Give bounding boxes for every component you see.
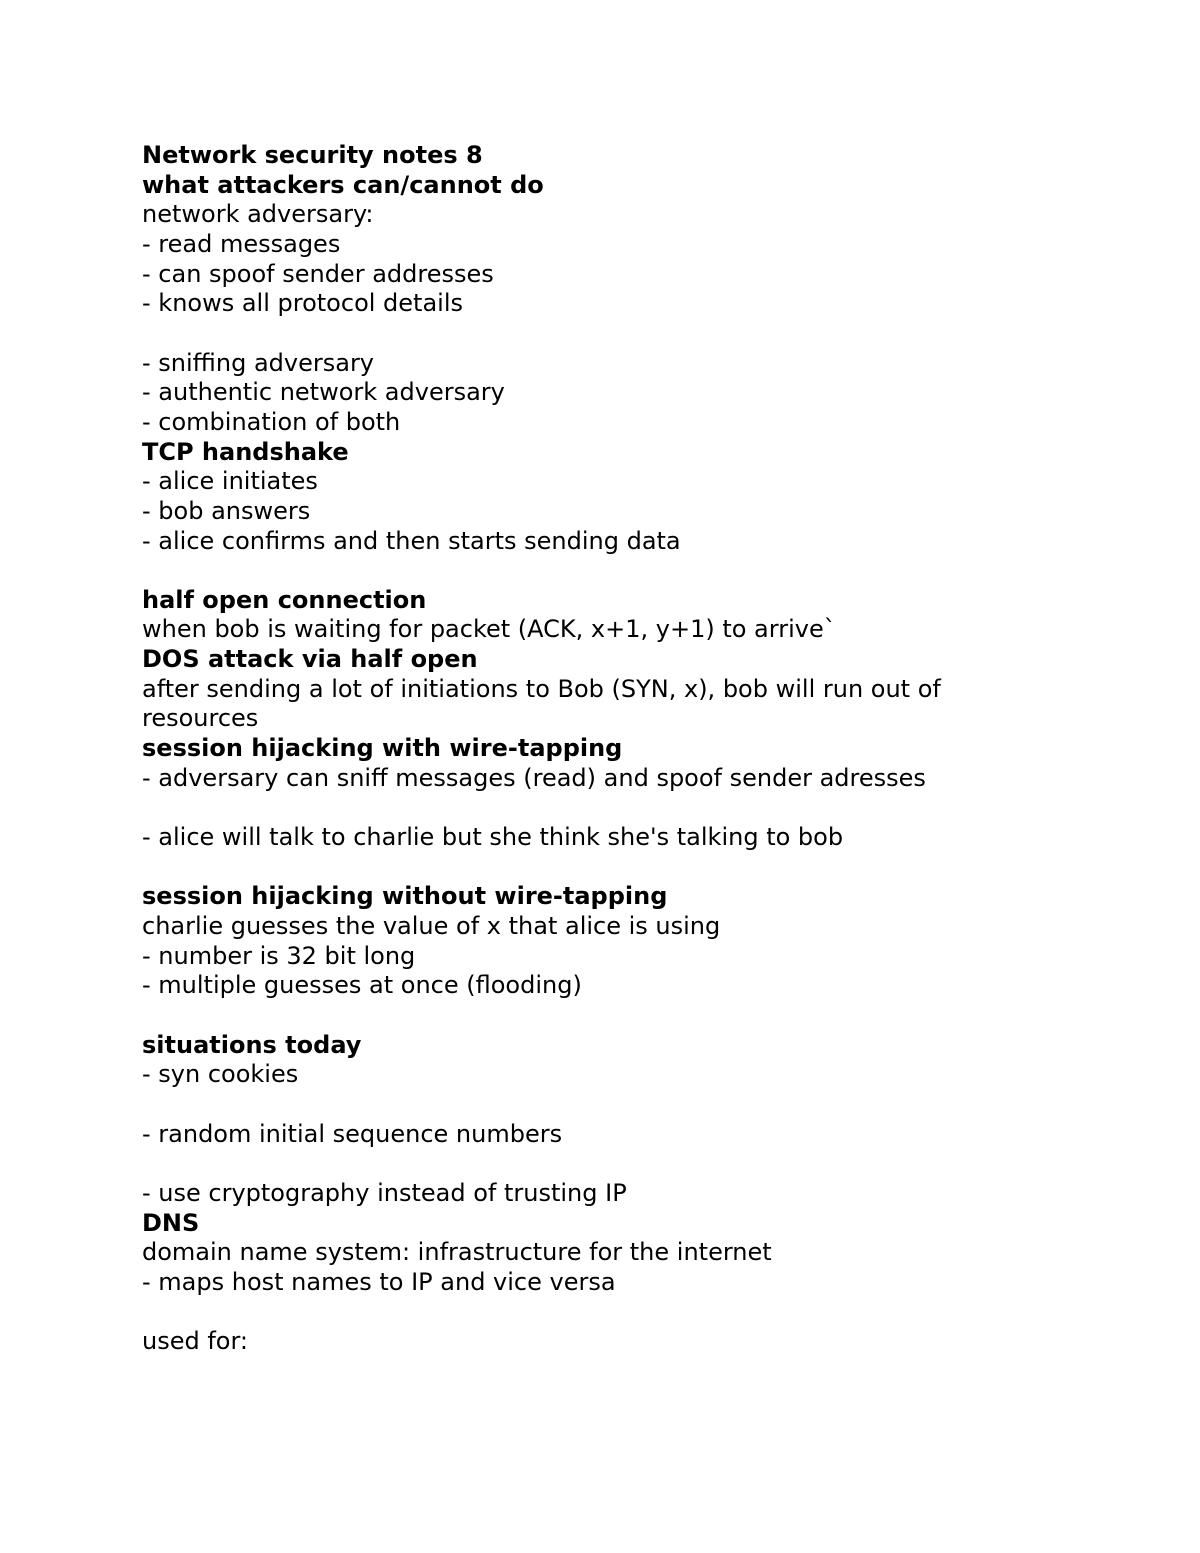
section-heading: DOS attack via half open xyxy=(142,645,478,674)
blank-line xyxy=(142,1001,1142,1031)
text-line: - maps host names to IP and vice versa xyxy=(142,1267,616,1296)
blank-line xyxy=(142,1149,1142,1179)
document-page xyxy=(142,141,1142,1357)
text-line: - sniffing adversary xyxy=(142,348,375,377)
blank-line xyxy=(142,556,1142,586)
text-line: network adversary: xyxy=(142,200,374,229)
section-heading: session hijacking with wire-tapping xyxy=(142,734,623,763)
blank-line xyxy=(142,319,1142,349)
section-heading: Network security notes 8 xyxy=(142,141,483,169)
section-heading: session hijacking without wire-tapping xyxy=(142,882,668,911)
blank-line xyxy=(142,1297,1142,1327)
text-line: - alice confirms and then starts sending data xyxy=(142,526,681,555)
text-line: domain name system: infrastructure for the internet xyxy=(142,1238,772,1267)
section-heading: DNS xyxy=(142,1208,200,1237)
text-line: - alice will talk to charlie but she think she's talking to bob xyxy=(142,823,844,852)
text-line: - authentic network adversary xyxy=(142,378,505,407)
blank-line xyxy=(142,1090,1142,1120)
text-line: - syn cookies xyxy=(142,1060,299,1089)
text-line: - can spoof sender addresses xyxy=(142,259,494,288)
text-line: after sending a lot of initiations to Bob (SYN, x), bob will run out of xyxy=(142,674,941,703)
text-line: - read messages xyxy=(142,229,341,258)
text-line: - bob answers xyxy=(142,496,311,525)
section-heading: situations today xyxy=(142,1030,362,1059)
text-line: - combination of both xyxy=(142,407,401,436)
text-line: used for: xyxy=(142,1327,249,1356)
text-line: charlie guesses the value of x that alice is using xyxy=(142,912,721,940)
text-line: - use cryptography instead of trusting IP xyxy=(142,1178,627,1207)
text-line: resources xyxy=(142,704,259,733)
text-line: - alice initiates xyxy=(142,467,318,496)
section-heading: TCP handshake xyxy=(142,437,349,466)
text-line: when bob is waiting for packet (ACK, x+1, y+1) to arrive` xyxy=(142,615,836,644)
text-line: - adversary can sniff messages (read) and spoof sender adresses xyxy=(142,763,926,792)
text-line: - multiple guesses at once (flooding) xyxy=(142,971,582,1000)
blank-line xyxy=(142,853,1142,883)
blank-line xyxy=(142,793,1142,823)
text-line: - random initial sequence numbers xyxy=(142,1119,563,1148)
section-heading: what attackers can/cannot do xyxy=(142,170,544,199)
text-line: - number is 32 bit long xyxy=(142,941,416,970)
section-heading: half open connection xyxy=(142,585,427,614)
text-line: - knows all protocol details xyxy=(142,289,463,318)
